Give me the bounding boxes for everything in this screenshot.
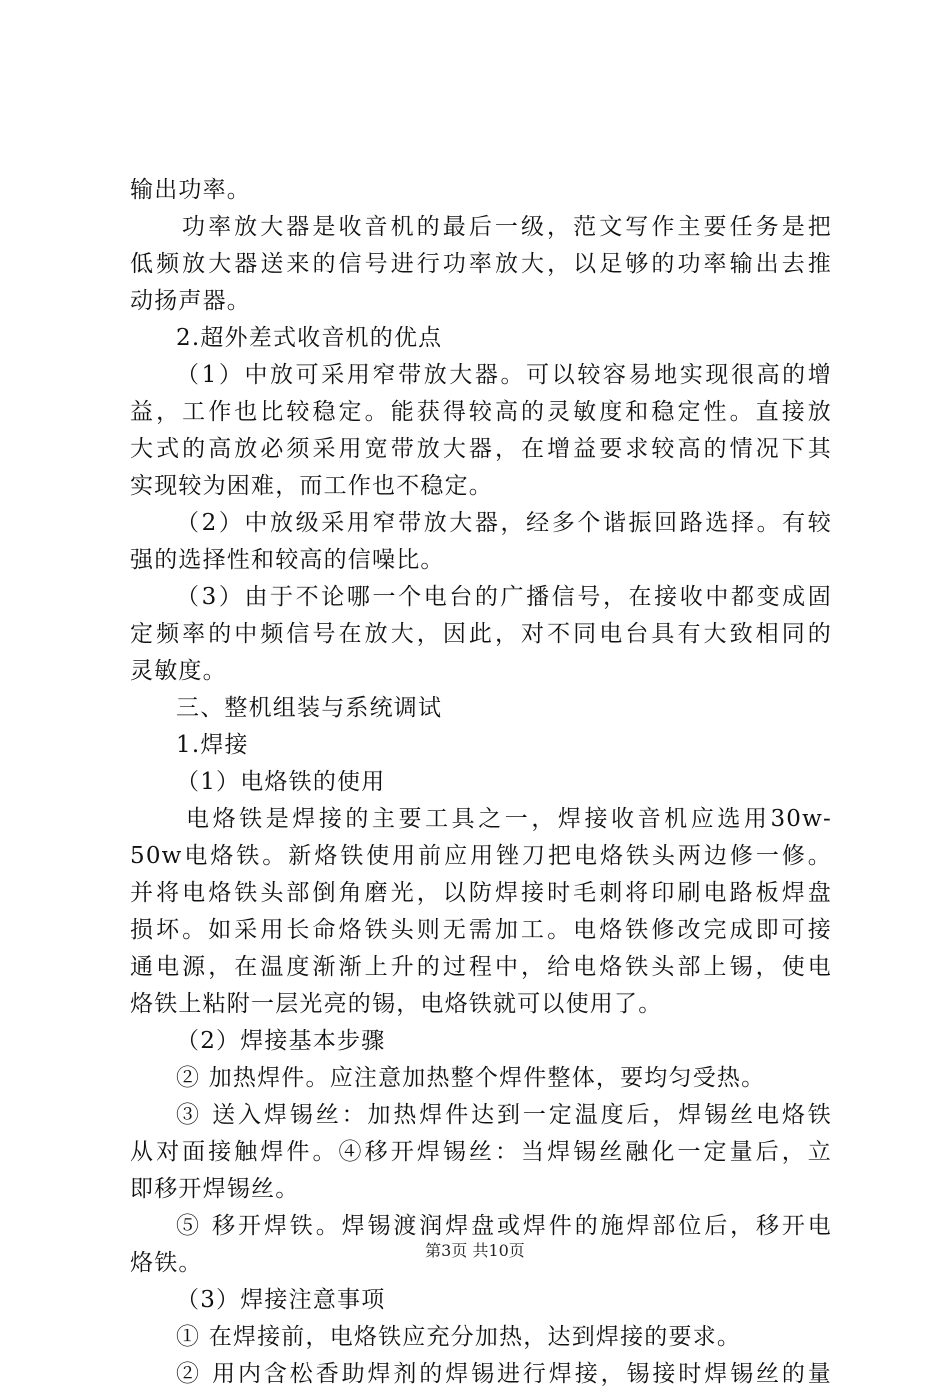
text-line: ① 在焊接前，电烙铁应充分加热，达到焊接的要求。 <box>176 1324 742 1350</box>
text-line: 输出功率。 <box>130 177 251 203</box>
text-line: 即移开焊锡丝。 <box>130 1176 300 1202</box>
text-line: 灵敏度。 <box>130 658 227 684</box>
text-line: ⑤ 移开焊铁。焊锡渡润焊盘或焊件的施焊部位后，移开电 <box>176 1213 832 1239</box>
text-line: 动扬声器。 <box>130 288 251 314</box>
text-line: 大式的高放必须采用宽带放大器，在增益要求较高的情况下其 <box>130 436 832 462</box>
page-footer: 第3页 共10页 <box>425 1241 525 1260</box>
text-line: 50w电烙铁。新烙铁使用前应用锉刀把电烙铁头两边修一修。 <box>130 843 832 869</box>
text-line: ② 用内含松香助焊剂的焊锡进行焊接，锡接时焊锡丝的量 <box>176 1361 832 1387</box>
text-line: 损坏。如采用长命烙铁头则无需加工。电烙铁修改完成即可接 <box>130 917 832 943</box>
text-line: 实现较为困难，而工作也不稳定。 <box>130 473 493 499</box>
text-line: 并将电烙铁头部倒角磨光，以防焊接时毛刺将印刷电路板焊盘 <box>130 880 832 906</box>
text-line: 烙铁上粘附一层光亮的锡，电烙铁就可以使用了。 <box>130 991 663 1017</box>
text-line: 功率放大器是收音机的最后一级，范文写作主要任务是把 <box>182 214 832 240</box>
text-line: （1）电烙铁的使用 <box>176 769 386 795</box>
text-line: 1.焊接 <box>176 732 249 758</box>
text-line: （3）由于不论哪一个电台的广播信号，在接收中都变成固 <box>176 584 832 610</box>
text-line: （2）焊接基本步骤 <box>176 1028 386 1054</box>
text-line: 益，工作也比较稳定。能获得较高的灵敏度和稳定性。直接放 <box>130 399 832 425</box>
text-line: （1）中放可采用窄带放大器。可以较容易地实现很高的增 <box>176 362 832 388</box>
text-line: 2.超外差式收音机的优点 <box>176 325 443 351</box>
text-line: （3）焊接注意事项 <box>176 1287 386 1313</box>
text-line: 三、整机组装与系统调试 <box>176 695 443 721</box>
text-line: 通电源，在温度渐渐上升的过程中，给电烙铁头部上锡，使电 <box>130 954 832 980</box>
text-line: 定频率的中频信号在放大，因此，对不同电台具有大致相同的 <box>130 621 832 647</box>
text-line: 电烙铁是焊接的主要工具之一，焊接收音机应选用30w- <box>186 806 832 832</box>
text-line: ③ 送入焊锡丝：加热焊件达到一定温度后，焊锡丝电烙铁 <box>176 1102 832 1128</box>
document-body <box>130 172 832 1393</box>
text-line: 强的选择性和较高的信噪比。 <box>130 547 445 573</box>
text-line: 烙铁。 <box>130 1250 203 1276</box>
text-line: 从对面接触焊件。④移开焊锡丝：当焊锡丝融化一定量后，立 <box>130 1139 832 1165</box>
text-line: （2）中放级采用窄带放大器，经多个谐振回路选择。有较 <box>176 510 832 536</box>
text-line: 低频放大器送来的信号进行功率放大，以足够的功率输出去推 <box>130 251 832 277</box>
text-line: ② 加热焊件。应注意加热整个焊件整体，要均匀受热。 <box>176 1065 766 1091</box>
